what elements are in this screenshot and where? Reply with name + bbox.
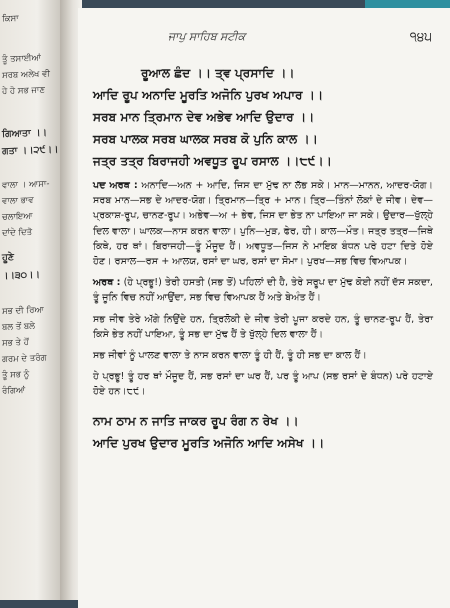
left-page-fragment: ਦਾਂਦੇ ਦਿਤੋ — [1, 227, 33, 239]
left-page-fragment: ਤੂੰ ਸਭ ਨੂੰ — [1, 369, 30, 381]
running-head: ਜਾਪੁ ਸਾਹਿਬ ਸਟੀਕ — [168, 30, 246, 43]
left-page-fragment: ਤੂੰ ਤਸਾਈਆਂ — [1, 53, 42, 65]
left-page-fragment: ।।੩੦।। — [1, 269, 41, 282]
left-page-fragment: ਵਾਲਾ ਭਾਵ — [1, 195, 34, 207]
verse-title: ਰੂਆਲ ਛੰਦ ।। ਤ੍ਵ ਪ੍ਰਸਾਦਿ ।। — [141, 66, 295, 80]
left-page-fragment: ਹੂਣੇ — [1, 251, 15, 264]
word-meanings — [93, 178, 433, 269]
meaning-label: ਅਰਥ : — [93, 277, 121, 289]
left-page-fragment: ਗਿਆਤਾ ।। — [1, 127, 48, 140]
left-page-fragment: ਹੇ ਹੋ ਸਭ ਜਾਣ — [1, 85, 46, 97]
verse-line: ਜਤ੍ਰ ਤਤ੍ਰ ਬਿਰਾਜਹੀ ਅਵਧੂਤ ਰੂਪ ਰਸਾਲ ।।੮੯।। — [93, 154, 332, 168]
meaning-paragraph: ਸਭ ਜੀਵਾਂ ਨੂੰ ਪਾਲਣ ਵਾਲਾ ਤੇ ਨਾਸ ਕਰਨ ਵਾਲਾ ਤੂੰ ਹੀ ਹੈਂ, ਤੂੰ ਹੀ ਸਭ ਦਾ ਕਾਲ ਹੈਂ। — [93, 350, 367, 362]
left-page-fragment: ਚਲਾਇਆ — [1, 211, 33, 223]
closing-verse — [93, 410, 433, 454]
meaning-paragraph: ਸਭ ਜੀਵ ਤੇਰੇ ਅੱਗੇ ਨਿਉਂਦੇ ਹਨ, ਤ੍ਰਿਲੋਕੀ ਦੇ ਜੀਵ ਤੇਰੀ ਪੂਜਾ ਕਰਦੇ ਹਨ, ਤੂੰ ਚਾਨਣ-ਰੂਪ ਹੈਂ, ਤੇਰਾ ਕਿਸੇ ਭੇਤ ਨਹੀਂ ਪਾਇਆ, ਤੂੰ ਸਭ ਦਾ ਮੁੱਢ ਹੈਂ ਤੇ ਖੁੱਲ੍ਹੇ ਦਿਲ ਵਾਲਾ ਹੈਂ। — [93, 313, 433, 340]
meaning-paragraph: ਹੇ ਪ੍ਰਭੂ! ਤੂੰ ਹਰ ਥਾਂ ਮੌਜੂਦ ਹੈਂ, ਸਭ ਰਸਾਂ ਦਾ ਘਰ ਹੈਂ, ਪਰ ਤੂੰ ਆਪ (ਸਭ ਰਸਾਂ ਦੇ ਬੰਧਨ) ਪਰੇ ਹਟਾਏ ਹੋਏ ਹਨ।੮੯। — [93, 371, 433, 398]
verse-line: ਸਰਬ ਪਾਲਕ ਸਰਬ ਘਾਲਕ ਸਰਬ ਕੋ ਪੁਨਿ ਕਾਲ ।। — [93, 132, 318, 146]
left-page-fragment: ਸਰਬ ਅਲੇਖ ਵੀ — [1, 69, 51, 81]
left-page-fragment: ਗਰਮ ਦੇ ਤਰੰਗ — [1, 353, 47, 365]
left-page-fragment: ਰੰਗਿਆਂ — [1, 385, 26, 397]
left-page-fragment: ਵਾਲਾ । ਆਸਾ- — [1, 179, 50, 191]
left-page-fragment: ਗਤਾ ।।੨੯।। — [1, 144, 59, 157]
meaning-text: (ਹੇ ਪ੍ਰਭੂ!) ਤੇਰੀ ਹਸਤੀ (ਸਭ ਤੋਂ) ਪਹਿਲਾਂ ਦੀ ਹੈ, ਤੇਰੇ ਸਰੂਪ ਦਾ ਮੁੱਢ ਕੋਈ ਨਹੀਂ ਦੱਸ ਸਕਦਾ, ਤੂੰ ਜੂਨਿ ਵਿਚ ਨਹੀਂ ਆਉਂਦਾ, ਸਭ ਵਿਚ ਵਿਆਪਕ ਹੈਂ ਅਤੇ ਬੇਅੰਤ ਹੈਂ। — [93, 277, 433, 304]
meaning-paragraph — [93, 275, 433, 305]
verse-line: ਸਰਬ ਮਾਨ ਤ੍ਰਿਮਾਨ ਦੇਵ ਅਭੇਵ ਆਦਿ ਉਦਾਰ ।। — [93, 110, 315, 124]
verse-line: ਨਾਮ ਠਾਮ ਨ ਜਾਤਿ ਜਾਕਰ ਰੂਪ ਰੰਗ ਨ ਰੇਖ ।। — [93, 413, 299, 428]
left-page-fragment: ਬਲ ਤੋਂ ਬਲੇ — [1, 321, 36, 333]
verse-line: ਆਦਿ ਪੁਰਖ ਉਦਾਰ ਮੂਰਤਿ ਅਜੋਨਿ ਆਦਿ ਅਸੇਖ ।। — [93, 435, 325, 450]
verse-line: ਆਦਿ ਰੂਪ ਅਨਾਦਿ ਮੂਰਤਿ ਅਜੋਨਿ ਪੁਰਖ ਅਪਾਰ ।। — [93, 88, 324, 102]
word-meanings-text: ਅਨਾਦਿ—ਅਨ + ਆਦਿ, ਜਿਸ ਦਾ ਮੁੱਢ ਨਾ ਲੱਭ ਸਕੇ। ਮਾਨ—ਮਾਨਨ, ਆਦਰ-ਯੋਗ। ਸਰਬ ਮਾਨ—ਸਭ ਦੇ ਆਦਰ-ਯੋਗ। ਤ੍ਰਿਮਾਨ—ਤ੍ਰਿ + ਮਾਨ। ਤ੍ਰਿ—ਤਿੰਨਾਂ ਲੋਕਾਂ ਦੇ ਜੀਵ। ਦੇਵ—ਪ੍ਰਕਾਸ਼-ਰੂਪ, ਚਾਨਣ-ਰੂਪ। ਅਭੇਵ—ਅ + ਭੇਵ, ਜਿਸ ਦਾ ਭੇਤ ਨਾ ਪਾਇਆ ਜਾ ਸਕੇ। ਉਦਾਰ—ਖੁੱਲ੍ਹੇ ਦਿਲ ਵਾਲਾ। ਘਾਲਕ—ਨਾਸ ਕਰਨ ਵਾਲਾ। ਪੁਨਿ—ਮੁੜ, ਫੇਰ, ਹੀ। ਕਾਲ—ਮੌਤ। ਜਤ੍ਰ ਤਤ੍ਰ—ਜਿਥੇ ਕਿਥੇ, ਹਰ ਥਾਂ। ਬਿਰਾਜਹੀ—ਤੂੰ ਮੌਜੂਦ ਹੈਂ। ਅਵਧੂਤ—ਜਿਸ ਨੇ ਮਾਇਕ ਬੰਧਨ ਪਰੇ ਹਟਾ ਦਿਤੇ ਹੋਏ ਹੋਣ। ਰਸਾਲ—ਰਸ + ਆਲਯ, ਰਸਾਂ ਦਾ ਘਰ, ਰਸਾਂ ਦਾ ਸੋਮਾ। ਪੁਰਖ—ਸਭ ਵਿਚ ਵਿਆਪਕ। — [93, 180, 433, 268]
left-page-fragment: ਕਿਸਾ — [1, 13, 19, 25]
page-number: ੧੪੫ — [409, 30, 432, 45]
page-body — [93, 62, 433, 454]
left-page — [0, 0, 62, 600]
left-page-fragment: ਸਭ ਤੇ ਹੋਂ — [1, 337, 30, 349]
left-page-fragment: ਸਭ ਦੀ ਰਿਆ — [1, 305, 44, 317]
word-meanings-label: ਪਦ ਅਰਥ : — [93, 180, 138, 191]
